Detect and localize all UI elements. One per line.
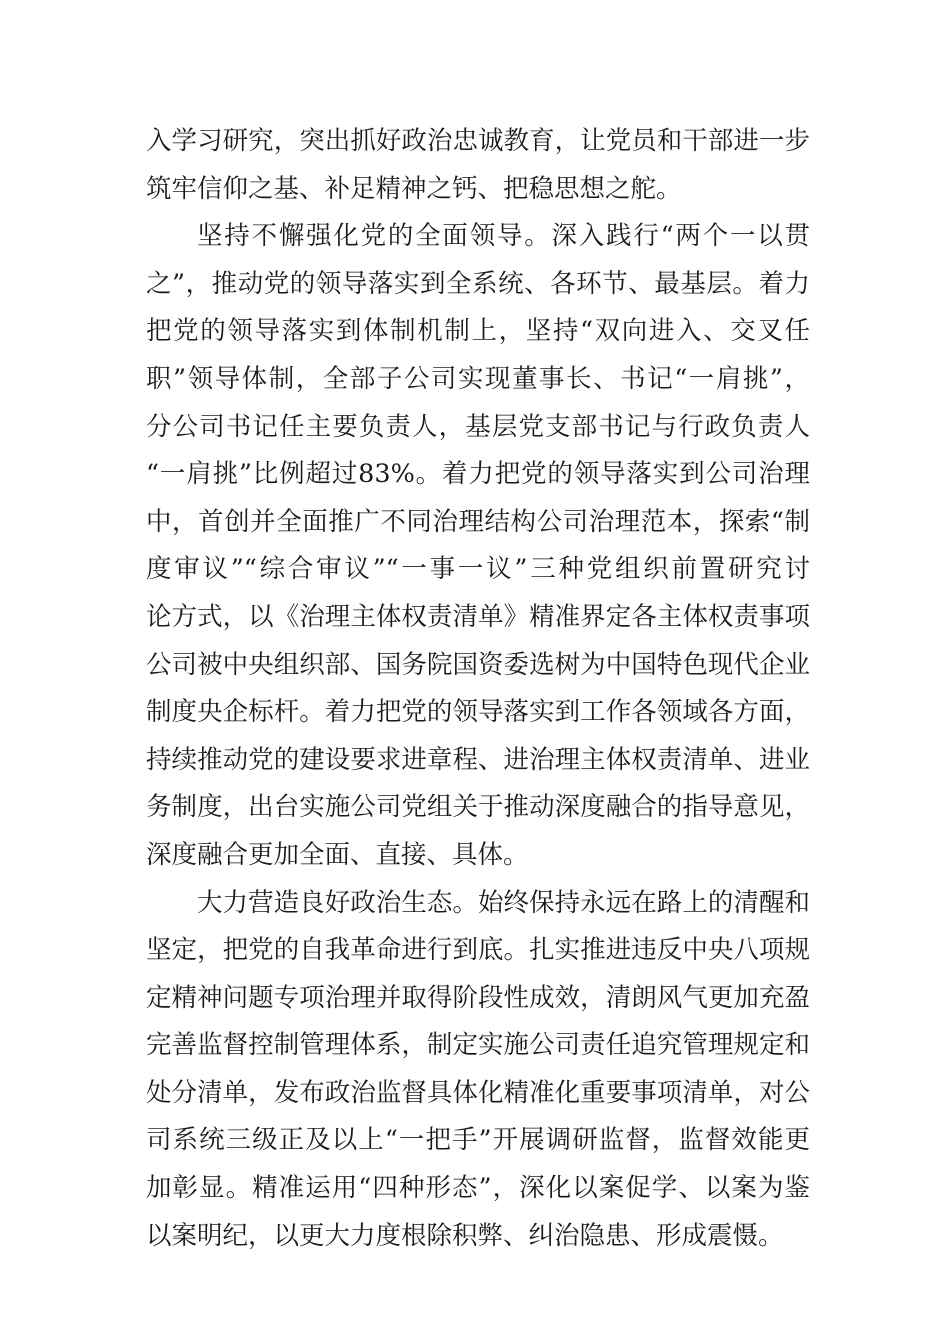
text-line: 定精神问题专项治理并取得阶段性成效，清朗风气更加充盈: [146, 982, 810, 1013]
text-line: 公司被中央组织部、国务院国资委选树为中国特色现代企业: [146, 649, 810, 680]
text-line: 论方式，以《治理主体权责清单》精准界定各主体权责事项: [146, 601, 810, 632]
text-line: 分公司书记任主要负责人，基层党支部书记与行政负责人: [146, 411, 810, 442]
text-line: 中，首创并全面推广不同治理结构公司治理范本，探索“制: [146, 506, 810, 537]
text-line: 务制度，出台实施公司党组关于推动深度融合的指导意见，: [146, 792, 810, 823]
text-line: 职”领导体制，全部子公司实现董事长、书记“一肩挑”，: [146, 363, 810, 394]
text-line: 司系统三级正及以上“一把手”开展调研监督，监督效能更: [146, 1125, 810, 1156]
text-line: 入学习研究，突出抓好政治忠诚教育，让党员和干部进一步: [146, 126, 810, 156]
paragraph-heading-line: 坚持不懈强化党的全面领导。深入践行“两个一以贯: [197, 221, 810, 252]
text-line: 处分清单，发布政治监督具体化精准化重要事项清单，对公: [146, 1077, 810, 1108]
text-line: 加彰显。精准运用“四种形态”，深化以案促学、以案为鉴: [146, 1173, 810, 1204]
paragraph-heading-line: 大力营造良好政治生态。始终保持永远在路上的清醒和: [197, 887, 810, 918]
text-line: 把党的领导落实到体制机制上，坚持“双向进入、交叉任: [146, 316, 810, 347]
text-line: 之”，推动党的领导落实到全系统、各环节、最基层。着力: [146, 268, 810, 299]
text-line: 持续推动党的建设要求进章程、进治理主体权责清单、进业: [146, 744, 810, 775]
text-line: 度审议”“综合审议”“一事一议”三种党组织前置研究讨: [146, 554, 810, 585]
text-line: 完善监督控制管理体系，制定实施公司责任追究管理规定和: [146, 1030, 810, 1061]
text-line: 筑牢信仰之基、补足精神之钙、把稳思想之舵。: [146, 173, 682, 204]
text-line: 深度融合更加全面、直接、具体。: [146, 839, 529, 870]
text-line: 以案明纪，以更大力度根除积弊、纠治隐患、形成震慑。: [146, 1220, 784, 1251]
text-line: 制度央企标杆。着力把党的领导落实到工作各领域各方面，: [146, 697, 810, 728]
text-line: 坚定，把党的自我革命进行到底。扎实推进违反中央八项规: [146, 935, 810, 966]
body-text: [146, 118, 810, 1260]
text-line: “一肩挑”比例超过83%。着力把党的领导落实到公司治理: [146, 459, 810, 490]
